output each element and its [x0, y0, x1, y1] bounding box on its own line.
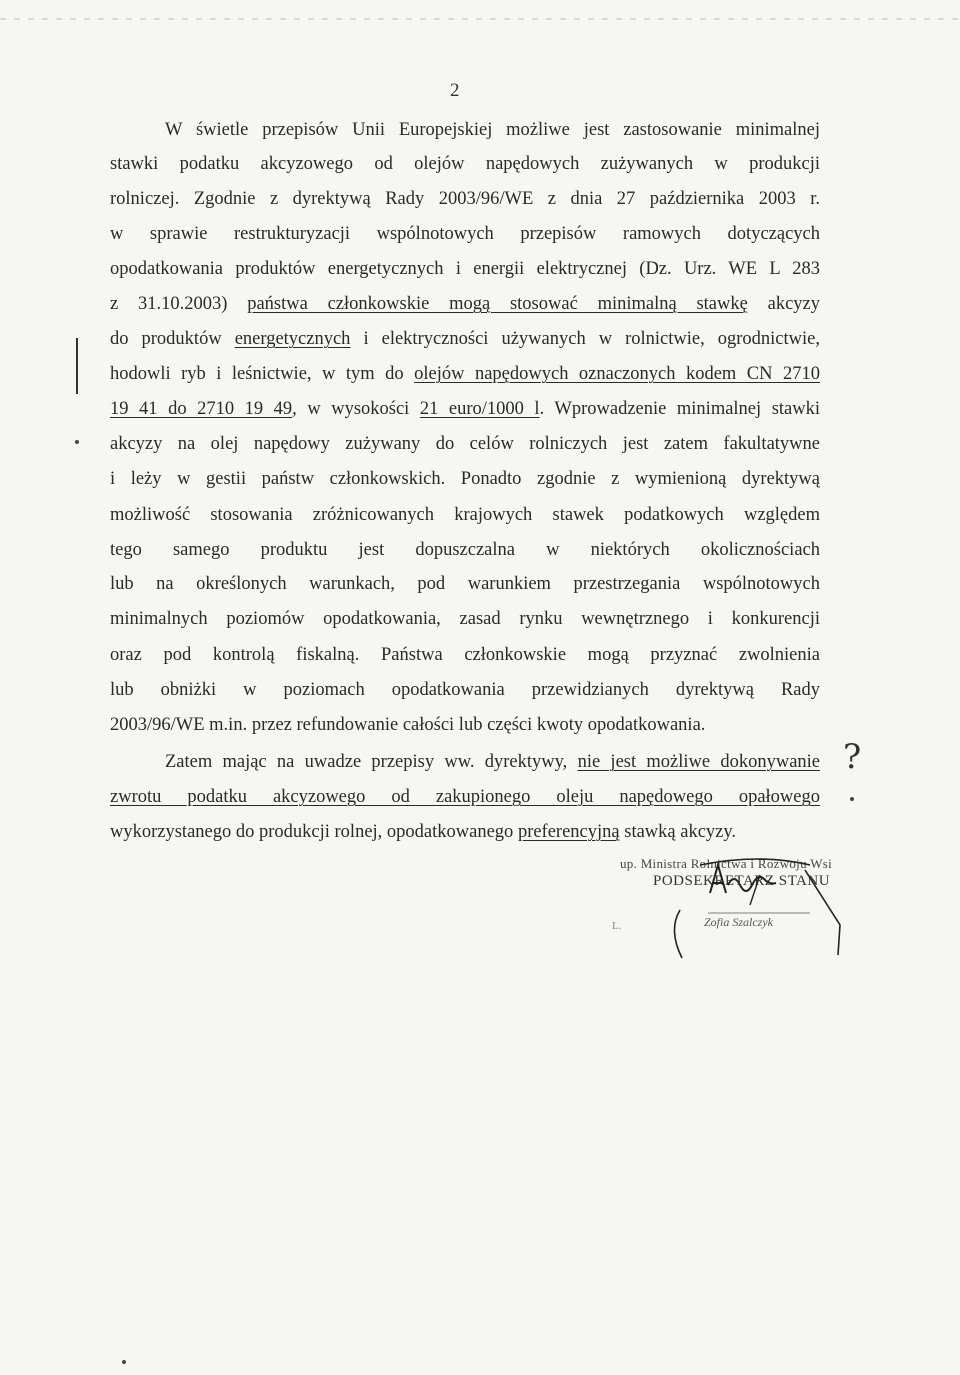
- margin-vertical-mark: [76, 338, 78, 394]
- text-segment: stawką akcyzy.: [619, 822, 737, 842]
- paragraph-1-line-4: w sprawie restrukturyzacji wspólnotowych przepisów ramowych dotyczących: [110, 224, 820, 244]
- text-segment: do produktów: [110, 329, 235, 349]
- paragraph-1-line-16: oraz pod kontrolą fiskalną. Państwa członkowskie mogą przyznać zwolnienia: [110, 645, 820, 665]
- paragraph-2-line-2: zwrotu podatku akcyzowego od zakupionego oleju napędowego opałowego: [110, 787, 820, 807]
- text-segment: . Wprowadzenie minimalnej stawki: [539, 399, 820, 419]
- scan-edge-artifact: [0, 18, 960, 20]
- paragraph-1-line-8: [110, 362, 820, 386]
- paragraph-1-line-11: i leży w gestii państw członkowskich. Ponadto zgodnie z wymienioną dyrektywą: [110, 469, 820, 489]
- margin-question-mark: ?: [843, 737, 862, 777]
- paragraph-1-line-7: [110, 327, 820, 351]
- text-segment: hodowli ryb i leśnictwie, w tym do: [110, 364, 415, 384]
- paragraph-1-line-3: rolniczej. Zgodnie z dyrektywą Rady 2003/96/WE z dnia 27 października 2003 r.: [110, 189, 820, 209]
- handwritten-signature: [600, 835, 860, 965]
- underlined-phrase: 19 41 do 2710 19 49: [110, 399, 293, 419]
- text-segment: i elektryczności używanych w rolnictwie, ogrodnictwie,: [350, 329, 820, 349]
- paragraph-1-line-5: opodatkowania produktów energetycznych i energii elektrycznej (Dz. Urz. WE L 283: [110, 259, 820, 279]
- stamp-authority-line: up. Ministra Rolnictwa i Rozwoju Wsi: [620, 856, 833, 871]
- underlined-phrase: preferencyjną: [517, 822, 620, 842]
- text-segment: akcyzy: [747, 294, 821, 314]
- stamp-title-line: PODSEKRETARZ STANU: [653, 873, 831, 889]
- stamp-mark: L.: [612, 920, 622, 932]
- text-segment: Zatem mając na uwadze przepisy ww. dyrektywy,: [165, 752, 578, 772]
- paragraph-1-line-15: minimalnych poziomów opodatkowania, zasad rynku wewnętrznego i konkurencji: [110, 609, 820, 629]
- text-segment: wykorzystanego do produkcji rolnej, opodatkowanego: [110, 822, 518, 842]
- margin-dot: [850, 797, 854, 801]
- paragraph-1-line-1: W świetle przepisów Unii Europejskiej możliwe jest zastosowanie minimalnej: [165, 120, 820, 140]
- bottom-dot: [122, 1360, 126, 1364]
- page-number: 2: [450, 80, 460, 101]
- paragraph-1-line-2: stawki podatku akcyzowego od olejów napędowych zużywanych w produkcji: [110, 154, 820, 174]
- paragraph-1-line-6: [110, 292, 820, 316]
- underlined-phrase: olejów napędowych oznaczonych kodem CN 2710: [414, 364, 820, 384]
- text-segment: , w wysokości: [292, 399, 420, 419]
- underlined-phrase: państwa członkowskie mogą stosować minimalną stawkę: [247, 294, 748, 314]
- text-segment: z 31.10.2003): [110, 294, 248, 314]
- paragraph-1-line-14: lub na określonych warunkach, pod warunkiem przestrzegania wspólnotowych: [110, 574, 820, 594]
- underlined-phrase: nie jest możliwe dokonywanie: [577, 752, 821, 772]
- paragraph-1-line-9: [110, 397, 820, 421]
- paragraph-1-line-10: akcyzy na olej napędowy zużywany do celów rolniczych jest zatem fakultatywne: [110, 434, 820, 454]
- paragraph-1-line-12: możliwość stosowania zróżnicowanych krajowych stawek podatkowych względem: [110, 505, 820, 525]
- paragraph-2-line-1: [165, 750, 820, 774]
- paragraph-1-line-17: lub obniżki w poziomach opodatkowania przewidzianych dyrektywą Rady: [110, 680, 820, 700]
- underlined-phrase: 21 euro/1000 l: [419, 399, 540, 419]
- stamp-name: Zofia Szalczyk: [704, 915, 773, 929]
- paragraph-1-line-13: tego samego produktu jest dopuszczalna w niektórych okolicznościach: [110, 540, 820, 560]
- paragraph-1-line-18: 2003/96/WE m.in. przez refundowanie całości lub części kwoty opodatkowania.: [110, 715, 706, 735]
- underlined-phrase: energetycznych: [234, 329, 351, 349]
- margin-dot: [75, 440, 79, 444]
